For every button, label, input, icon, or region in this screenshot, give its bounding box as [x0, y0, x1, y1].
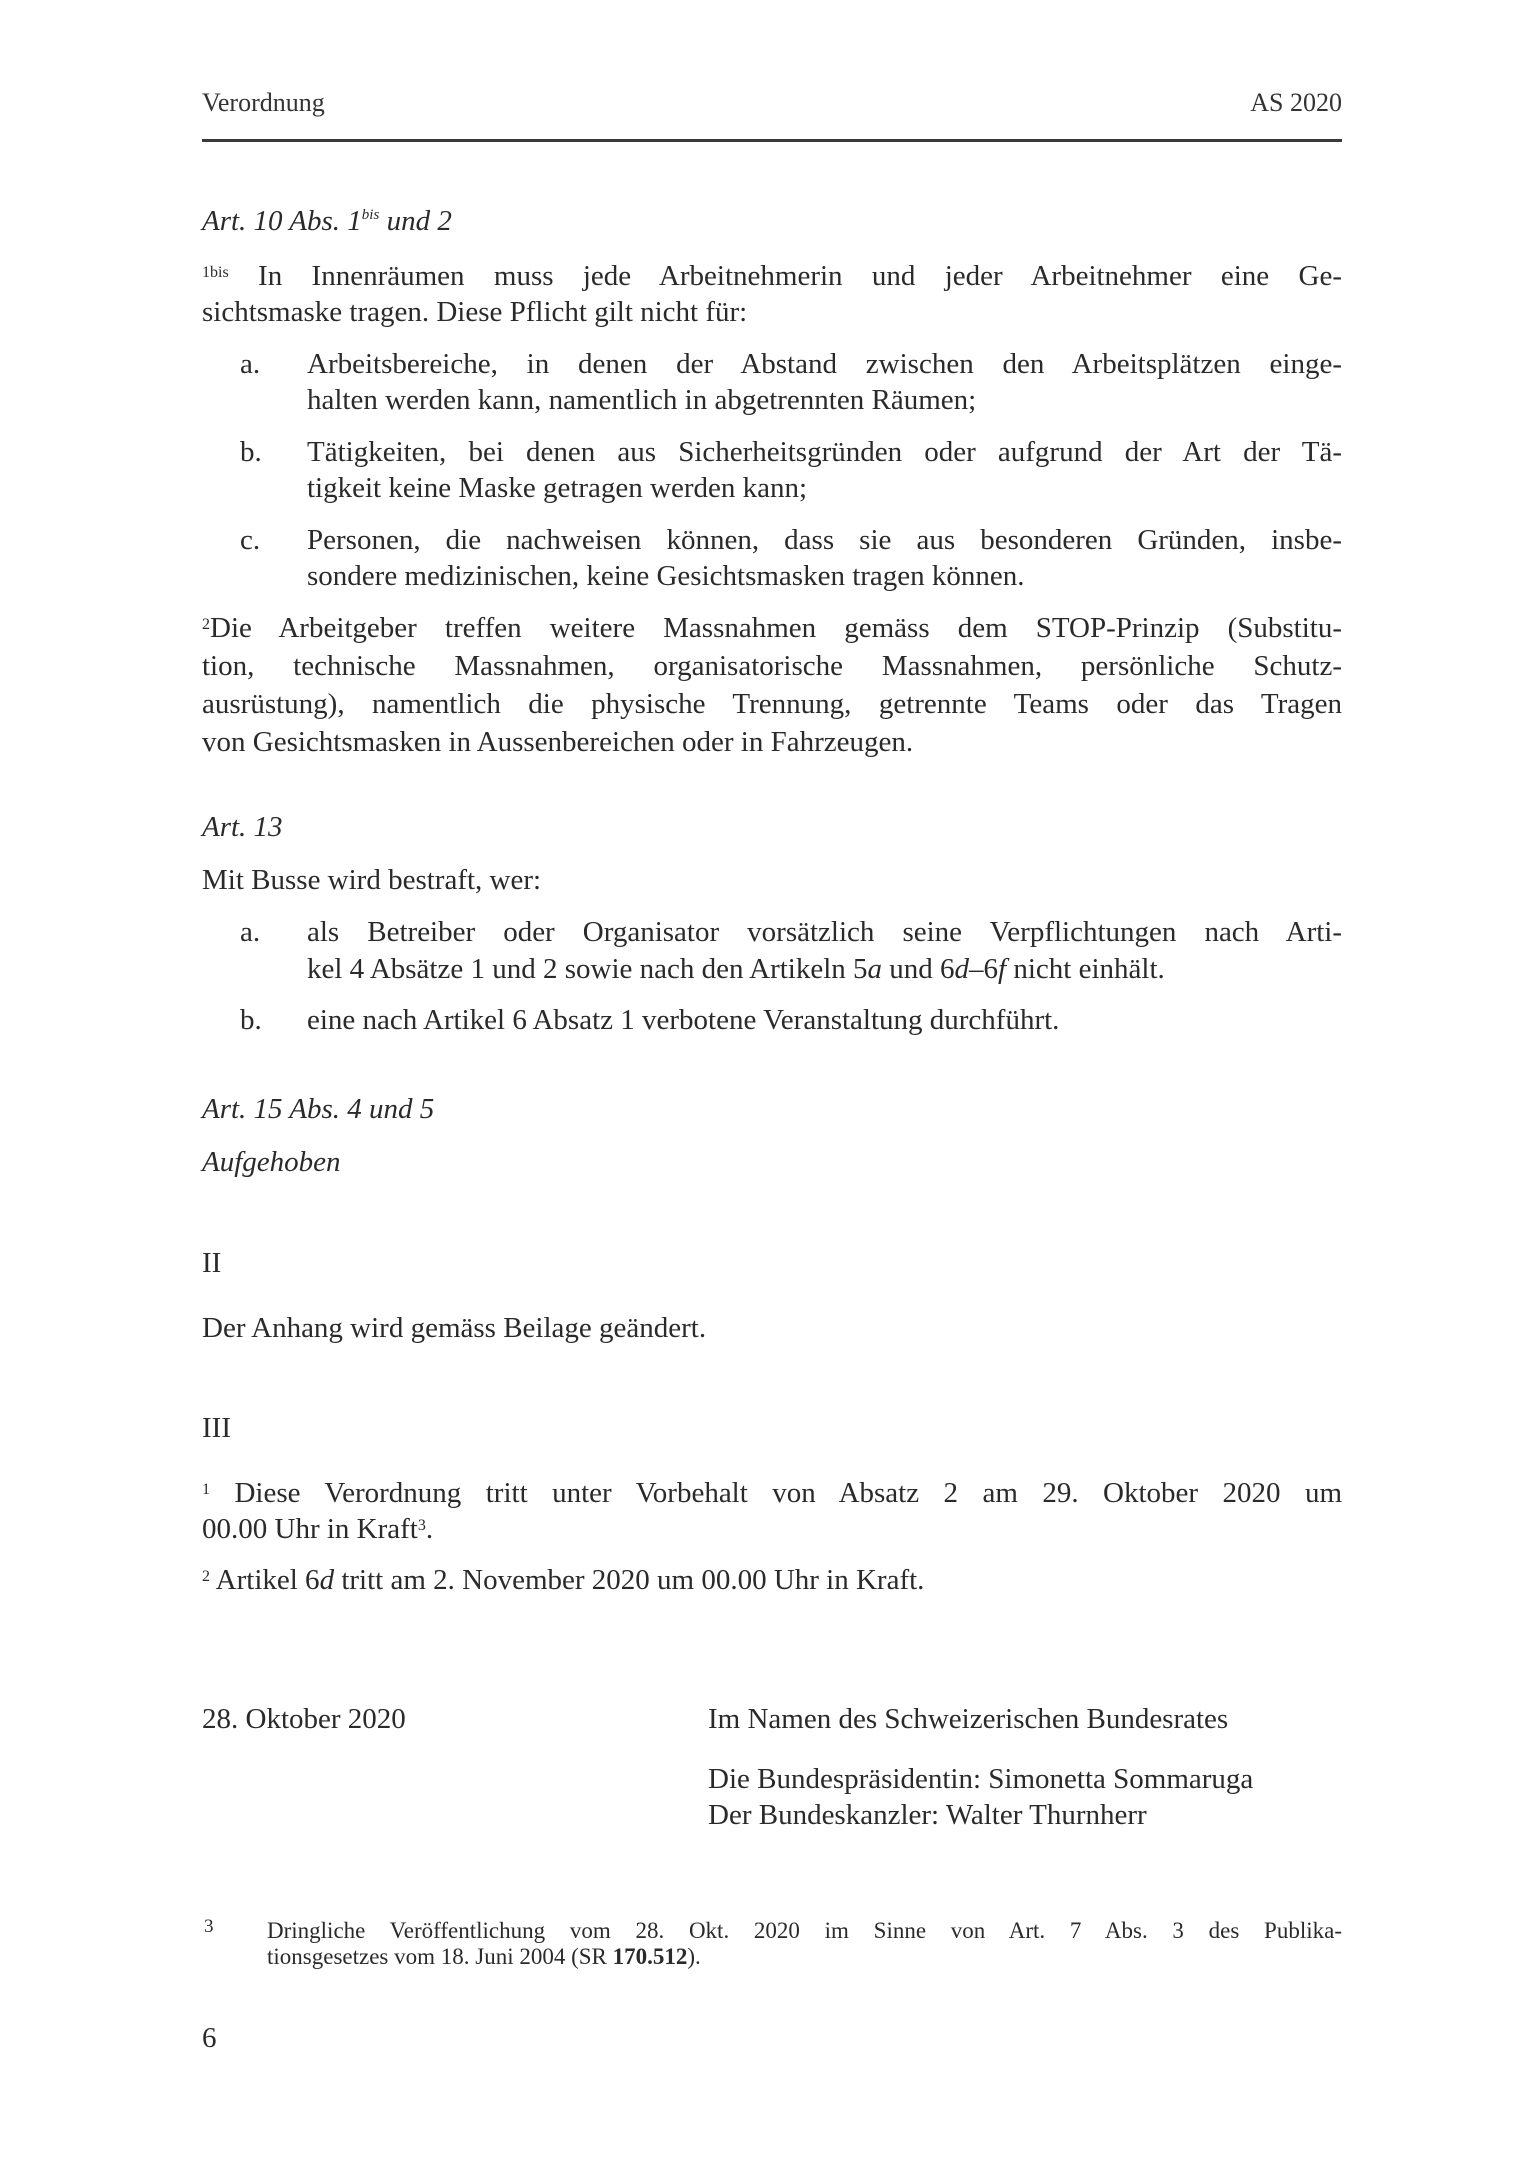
paragraph-marker: 2: [202, 1568, 210, 1585]
section-ii-numeral: II: [202, 1247, 222, 1279]
paragraph-marker: 2: [202, 616, 210, 633]
paragraph-text: In Innenräumen muss jede Arbeitnehmerin und jeder Arbeitnehmer eine Ge-: [258, 260, 1342, 292]
section-iii-para2: [202, 1566, 924, 1595]
text-run-italic: d: [319, 1564, 335, 1596]
page-number: 6: [202, 2022, 217, 2054]
text-run: und 6: [882, 953, 955, 985]
footnote-line1: Dringliche Veröffentlichung vom 28. Okt. 2020 im Sinne von Art. 7 Abs. 3 des Publika-: [267, 1918, 1342, 1943]
art10-para1bis-line1: [202, 262, 1342, 291]
list-label-a: a.: [240, 348, 261, 380]
art13-item-a-line2: [307, 955, 1165, 984]
text-run-italic: a: [867, 953, 883, 985]
list-item-c-line2: sondere medizinischen, keine Gesichtsmasken tragen können.: [307, 560, 1025, 592]
art10-para1bis-line2: sichtsmaske tragen. Diese Pflicht gilt nicht für:: [202, 296, 748, 328]
sr-number: 170.512: [612, 1944, 688, 1969]
signature-chancellor: Der Bundeskanzler: Walter Thurnherr: [708, 1799, 1147, 1831]
art10-heading-sup: bis: [361, 207, 380, 223]
footnote-reference[interactable]: 3: [417, 1517, 426, 1534]
running-header-collection: AS 2020: [1250, 88, 1342, 117]
header-rule: [202, 139, 1342, 142]
list-label-c: c.: [240, 524, 261, 556]
signature-president: Die Bundespräsidentin: Simonetta Sommaruga: [708, 1763, 1254, 1795]
art10-heading-text: Art. 10 Abs. 1: [202, 205, 362, 237]
text-run-italic: d: [954, 953, 970, 985]
art10-para2-line4: von Gesichtsmasken in Aussenbereichen oder in Fahrzeugen.: [202, 726, 914, 758]
art10-para2-line3: ausrüstung), namentlich die physische Trennung, getrennte Teams oder das Tragen: [202, 688, 1342, 720]
art13-item-b: eine nach Artikel 6 Absatz 1 verbotene Veranstaltung durchführt.: [307, 1004, 1060, 1036]
section-iii-numeral: III: [202, 1412, 231, 1444]
text-run: nicht einhält.: [1006, 953, 1165, 985]
section-ii-text: Der Anhang wird gemäss Beilage geändert.: [202, 1312, 707, 1344]
running-header-title: Verordnung: [202, 88, 325, 117]
art15-heading: Art. 15 Abs. 4 und 5: [202, 1093, 435, 1125]
art13-heading: Art. 13: [202, 811, 283, 843]
art15-status: Aufgehoben: [202, 1146, 341, 1178]
paragraph-marker: 1bis: [202, 264, 229, 281]
text-run: tritt am 2. November 2020 um 00.00 Uhr in Kraft.: [334, 1564, 925, 1596]
paragraph-text: 00.00 Uhr in Kraft: [202, 1513, 418, 1545]
art13-label-a: a.: [240, 916, 261, 948]
art10-heading-suffix: und 2: [379, 205, 452, 237]
art13-label-b: b.: [240, 1004, 262, 1036]
paragraph-text: Diese Verordnung tritt unter Vorbehalt von Absatz 2 am 29. Oktober 2020 um: [234, 1477, 1343, 1509]
section-iii-para1-line1: [202, 1479, 1342, 1508]
art13-item-a-line1: als Betreiber oder Organisator vorsätzlich seine Verpflichtungen nach Arti-: [307, 916, 1342, 948]
paragraph-text: .: [425, 1513, 434, 1545]
signature-date: 28. Oktober 2020: [202, 1703, 406, 1735]
footnote-line2: [267, 1945, 701, 1968]
list-item-a-line2: halten werden kann, namentlich in abgetrennten Räumen;: [307, 384, 977, 416]
signature-on-behalf: Im Namen des Schweizerischen Bundesrates: [708, 1703, 1229, 1735]
list-item-a-line1: Arbeitsbereiche, in denen der Abstand zwischen den Arbeitsplätzen einge-: [307, 348, 1342, 380]
list-item-b-line2: tigkeit keine Maske getragen werden kann;: [307, 472, 808, 504]
text-run: Artikel 6: [215, 1564, 320, 1596]
text-run: –6: [969, 953, 999, 985]
art10-heading: [202, 207, 452, 236]
paragraph-text: Die Arbeitgeber treffen weitere Massnahmen gemäss dem STOP-Prinzip (Substitu-: [210, 612, 1342, 644]
list-item-b-line1: Tätigkeiten, bei denen aus Sicherheitsgründen oder aufgrund der Art der Tä-: [307, 436, 1342, 468]
text-run: tionsgesetzes vom 18. Juni 2004 (SR: [267, 1944, 613, 1969]
footnote-number: 3: [204, 1916, 214, 1937]
text-run: ).: [687, 1944, 701, 1969]
list-label-b: b.: [240, 436, 262, 468]
art13-intro: Mit Busse wird bestraft, wer:: [202, 864, 542, 896]
art10-para2-line1: [202, 614, 1342, 643]
paragraph-marker: 1: [202, 1481, 210, 1498]
text-run: kel 4 Absätze 1 und 2 sowie nach den Artikeln 5: [307, 953, 868, 985]
text-run-italic: f: [998, 953, 1007, 985]
art10-para2-line2: tion, technische Massnahmen, organisatorische Massnahmen, persönliche Schutz-: [202, 650, 1342, 682]
section-iii-para1-line2: [202, 1515, 433, 1544]
list-item-c-line1: Personen, die nachweisen können, dass sie aus besonderen Gründen, insbe-: [307, 524, 1342, 556]
